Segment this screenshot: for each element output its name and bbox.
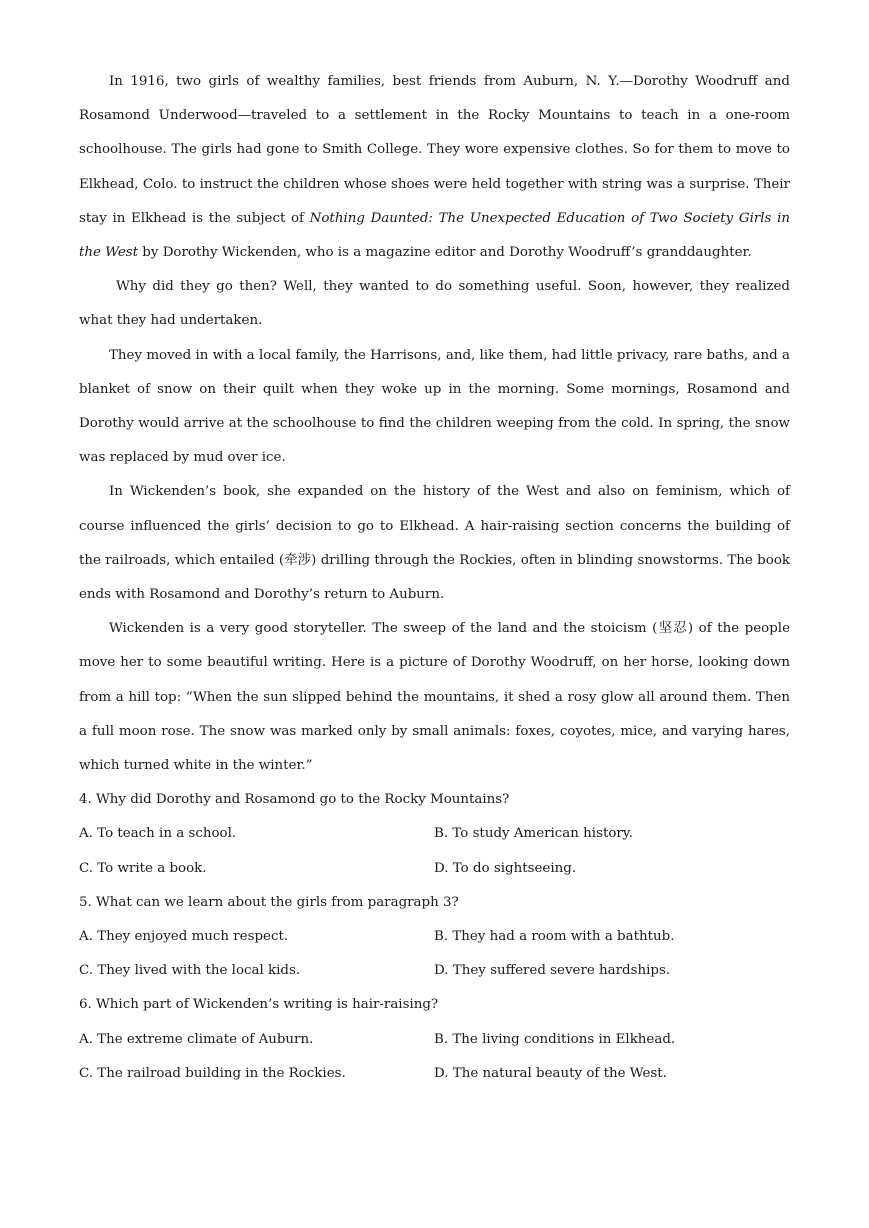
paragraph-1-text-end: by Dorothy Wickenden, who is a magazine editor and Dorothy Woodruff’s granddaughter. [138, 245, 752, 261]
paragraph-2: Why did they go then? Well, they wanted to do something useful. Soon, however, they realized what they had undertaken. [79, 279, 790, 329]
question-5-option-a[interactable]: A. They enjoyed much respect. [79, 929, 289, 945]
paragraph-1-text: In 1916, two girls of wealthy families, best friends from Auburn, N. Y.—Dorothy Woodruff and Rosamond Underwood—traveled to a settlement in the Rocky Mountains to teach in a one-room schoolhouse. The girls had gone to Smith College. They wore expensive clothes. So for them to move to Elkhead, Colo. to instruct the children whose shoes were held together with string was a surprise. Their stay in Elkhead is the subject of [79, 74, 790, 226]
question-4-options [79, 817, 790, 885]
reading-passage [79, 65, 790, 1091]
question-6-option-d[interactable]: D. The natural beauty of the West. [434, 1065, 667, 1081]
question-5-stem: 5. What can we learn about the girls from paragraph 3? [79, 894, 459, 910]
question-5-option-b[interactable]: B. They had a room with a bathtub. [434, 929, 675, 945]
question-4-option-a[interactable]: A. To teach in a school. [79, 826, 237, 842]
book-title: Nothing Daunted: The Unexpected Education of Two Society Girls in the West [79, 210, 790, 261]
question-6-options [79, 1023, 790, 1091]
paragraph-5: Wickenden is a very good storyteller. The sweep of the land and the stoicism (坚忍) of the people move her to some beautiful writing. Here is a picture of Dorothy Woodruff, on her horse, looking down from a hill top: “When the sun slipped behind the mountains, it shed a rosy glow all around them. Then a full moon rose. The snow was marked only by small animals: foxes, coyotes, mice, and varying hares, which turned white in the winter.” [79, 621, 790, 774]
question-5-option-c[interactable]: C. They lived with the local kids. [79, 963, 301, 979]
question-4-stem: 4. Why did Dorothy and Rosamond go to the Rocky Mountains? [79, 792, 510, 808]
paragraph-3: They moved in with a local family, the Harrisons, and, like them, had little privacy, rare baths, and a blanket of snow on their quilt when they woke up in the morning. Some mornings, Rosamond and Dorothy would arrive at the schoolhouse to find the children weeping from the cold. In spring, the snow was replaced by mud over ice. [79, 347, 790, 466]
paragraph-1 [79, 65, 790, 270]
question-5-options [79, 920, 790, 988]
paragraph-4: In Wickenden’s book, she expanded on the history of the West and also on feminism, which of course influenced the girls’ decision to go to Elkhead. A hair-raising section concerns the building of the railroads, which entailed (牵涉) drilling through the Rockies, often in blinding snowstorms. The book ends with Rosamond and Dorothy’s return to Auburn. [79, 484, 790, 603]
question-5-option-d[interactable]: D. They suffered severe hardships. [434, 963, 671, 979]
question-6-option-a[interactable]: A. The extreme climate of Auburn. [79, 1031, 314, 1047]
question-4-option-d[interactable]: D. To do sightseeing. [434, 860, 577, 876]
question-4-option-b[interactable]: B. To study American history. [434, 826, 633, 842]
question-6-stem: 6. Which part of Wickenden’s writing is hair-raising? [79, 997, 439, 1013]
question-4-option-c[interactable]: C. To write a book. [79, 860, 207, 876]
question-6-option-b[interactable]: B. The living conditions in Elkhead. [434, 1031, 676, 1047]
question-6-option-c[interactable]: C. The railroad building in the Rockies. [79, 1065, 346, 1081]
